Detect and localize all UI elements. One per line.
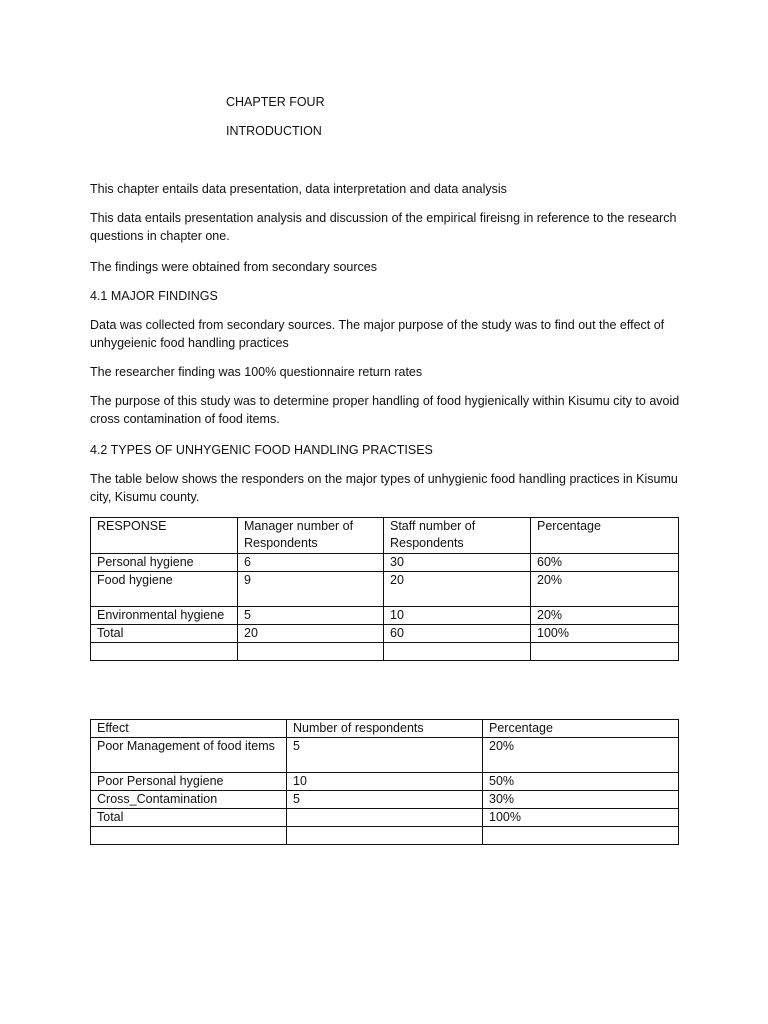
table-cell: 30 [384, 554, 531, 572]
table-cell: 20% [531, 572, 679, 607]
table-cell: Poor Personal hygiene [91, 773, 287, 791]
paragraph-sources: The findings were obtained from secondary sources [90, 260, 377, 274]
table-cell: 20 [384, 572, 531, 607]
subheading-major-findings: 4.1 MAJOR FINDINGS [90, 289, 218, 303]
table-cell [384, 643, 531, 661]
section-title: INTRODUCTION [226, 124, 322, 138]
table-header-cell: Manager number of Respondents [238, 518, 384, 554]
paragraph-return-rate: The researcher finding was 100% questionnaire return rates [90, 365, 423, 379]
table-row [91, 607, 679, 625]
table-row [91, 738, 679, 773]
table-cell [238, 643, 384, 661]
table-cell: 6 [238, 554, 384, 572]
table-cell [287, 809, 483, 827]
table-cell [483, 827, 679, 845]
table-cell: Personal hygiene [91, 554, 238, 572]
table-row [91, 809, 679, 827]
table-row [91, 625, 679, 643]
table-cell: 10 [384, 607, 531, 625]
table-cell: 20 [238, 625, 384, 643]
table-cell: 20% [531, 607, 679, 625]
table-cell: 30% [483, 791, 679, 809]
paragraph-data-collected: Data was collected from secondary sources. The major purpose of the study was to find out the effect of unhygeienic food handling practices [90, 318, 665, 350]
table-cell [287, 827, 483, 845]
chapter-title: CHAPTER FOUR [226, 95, 325, 109]
table-cell: 60% [531, 554, 679, 572]
table-cell: Cross_Contamination [91, 791, 287, 809]
table-cell: 100% [531, 625, 679, 643]
table-header-row [91, 518, 679, 554]
table-cell: 5 [287, 738, 483, 773]
table-cell: 9 [238, 572, 384, 607]
table-cell: 10 [287, 773, 483, 791]
table-header-cell: Staff number of Respondents [384, 518, 531, 554]
table-cell: 5 [238, 607, 384, 625]
table-row [91, 572, 679, 607]
table-row [91, 827, 679, 845]
table-cell: 5 [287, 791, 483, 809]
table-cell: Food hygiene [91, 572, 238, 607]
table-header-cell: Effect [91, 720, 287, 738]
table-cell: 20% [483, 738, 679, 773]
table-cell: Environmental hygiene [91, 607, 238, 625]
paragraph-table-intro: The table below shows the responders on the major types of unhygienic food handling practices in Kisumu city, Kisumu county. [90, 472, 678, 504]
table-cell [91, 827, 287, 845]
table-header-row [91, 720, 679, 738]
table-row [91, 554, 679, 572]
paragraph-data-entails: This data entails presentation analysis and discussion of the empirical fireisng in reference to the research questions in chapter one. [90, 211, 677, 243]
table-cell: Poor Management of food items [91, 738, 287, 773]
paragraph-intro: This chapter entails data presentation, data interpretation and data analysis [90, 182, 507, 196]
paragraph-purpose: The purpose of this study was to determine proper handling of food hygienically within Kisumu city to avoid cross contamination of food items. [90, 394, 680, 426]
table-row [91, 791, 679, 809]
table-cell [531, 643, 679, 661]
table-header-cell: Percentage [483, 720, 679, 738]
table-header-cell: RESPONSE [91, 518, 238, 554]
table-header-cell: Number of respondents [287, 720, 483, 738]
table-header-cell: Percentage [531, 518, 679, 554]
table-cell: 60 [384, 625, 531, 643]
table-cell: Total [91, 809, 287, 827]
table-cell: 100% [483, 809, 679, 827]
table-row [91, 643, 679, 661]
responses-table [90, 517, 679, 661]
effects-table [90, 719, 679, 845]
table-cell [91, 643, 238, 661]
table-row [91, 773, 679, 791]
subheading-types: 4.2 TYPES OF UNHYGENIC FOOD HANDLING PRACTISES [90, 443, 433, 457]
table-cell: Total [91, 625, 238, 643]
table-cell: 50% [483, 773, 679, 791]
